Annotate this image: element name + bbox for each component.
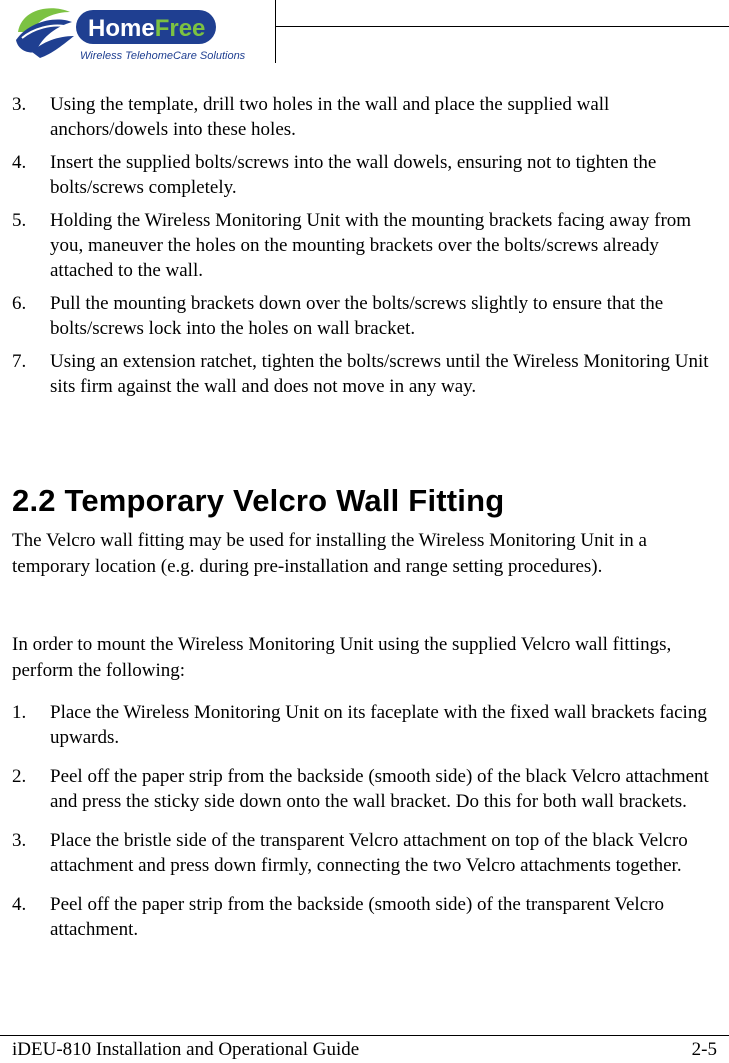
- step-number: 6.: [12, 293, 27, 314]
- section-heading: 2.2 Temporary Velcro Wall Fitting: [12, 483, 505, 518]
- step-number: 2.: [12, 766, 27, 787]
- step-text: Using the template, drill two holes in the wall and place the supplied wall anchors/dowels into these holes.: [50, 94, 610, 140]
- list-item: [12, 92, 716, 142]
- step-text: Holding the Wireless Monitoring Unit with the mounting brackets facing away from you, maneuver the holes on the mounting brackets over the bolts/screws already attached to the wall.: [50, 210, 692, 281]
- list-item: [12, 700, 716, 750]
- step-number: 3.: [12, 830, 27, 851]
- step-text: Place the Wireless Monitoring Unit on its faceplate with the fixed wall brackets facing upwards.: [50, 702, 707, 748]
- logo-tagline: Wireless TelehomeCare Solutions: [80, 50, 246, 62]
- mounting-steps-list: [12, 92, 716, 407]
- list-item: [12, 828, 716, 878]
- homefree-logo-graphic: [12, 2, 274, 62]
- step-text: Insert the supplied bolts/screws into the wall dowels, ensuring not to tighten the bolts/screws completely.: [50, 152, 657, 198]
- footer-document-title: iDEU-810 Installation and Operational Guide: [12, 1039, 360, 1060]
- page-header: [0, 0, 729, 64]
- footer-rule: [0, 1035, 729, 1036]
- list-item: [12, 150, 716, 200]
- footer-page-number: 2-5: [691, 1039, 717, 1060]
- header-divider-vertical: [275, 0, 276, 63]
- logo-name: HomeFree: [88, 15, 206, 42]
- list-item: [12, 349, 716, 399]
- step-text: Pull the mounting brackets down over the bolts/screws slightly to ensure that the bolts/screws lock into the holes on wall bracket.: [50, 293, 664, 339]
- header-rule: [275, 26, 729, 27]
- step-text: Place the bristle side of the transparent Velcro attachment on top of the black Velcro attachment and press down firmly, connecting the two Velcro attachments together.: [50, 830, 688, 876]
- list-item: [12, 208, 716, 283]
- step-number: 3.: [12, 94, 27, 115]
- step-number: 1.: [12, 702, 27, 723]
- step-text: Peel off the paper strip from the backside (smooth side) of the black Velcro attachment and press the sticky side down onto the wall bracket. Do this for both wall brackets.: [50, 766, 709, 812]
- section-intro-paragraph: The Velcro wall fitting may be used for installing the Wireless Monitoring Unit in a temporary location (e.g. during pre-installation and range setting procedures).: [12, 530, 647, 577]
- step-text: Using an extension ratchet, tighten the bolts/screws until the Wireless Monitoring Unit sits firm against the wall and does not move in any way.: [50, 351, 709, 397]
- list-item: [12, 291, 716, 341]
- step-number: 7.: [12, 351, 27, 372]
- homefree-logo: [12, 2, 274, 62]
- step-number: 5.: [12, 210, 27, 231]
- step-number: 4.: [12, 894, 27, 915]
- step-text: Peel off the paper strip from the backside (smooth side) of the transparent Velcro attachment.: [50, 894, 664, 940]
- step-number: 4.: [12, 152, 27, 173]
- list-item: [12, 764, 716, 814]
- velcro-steps-list: [12, 700, 716, 956]
- list-item: [12, 892, 716, 942]
- section-instruction-paragraph: In order to mount the Wireless Monitoring Unit using the supplied Velcro wall fittings, perform the following:: [12, 634, 672, 681]
